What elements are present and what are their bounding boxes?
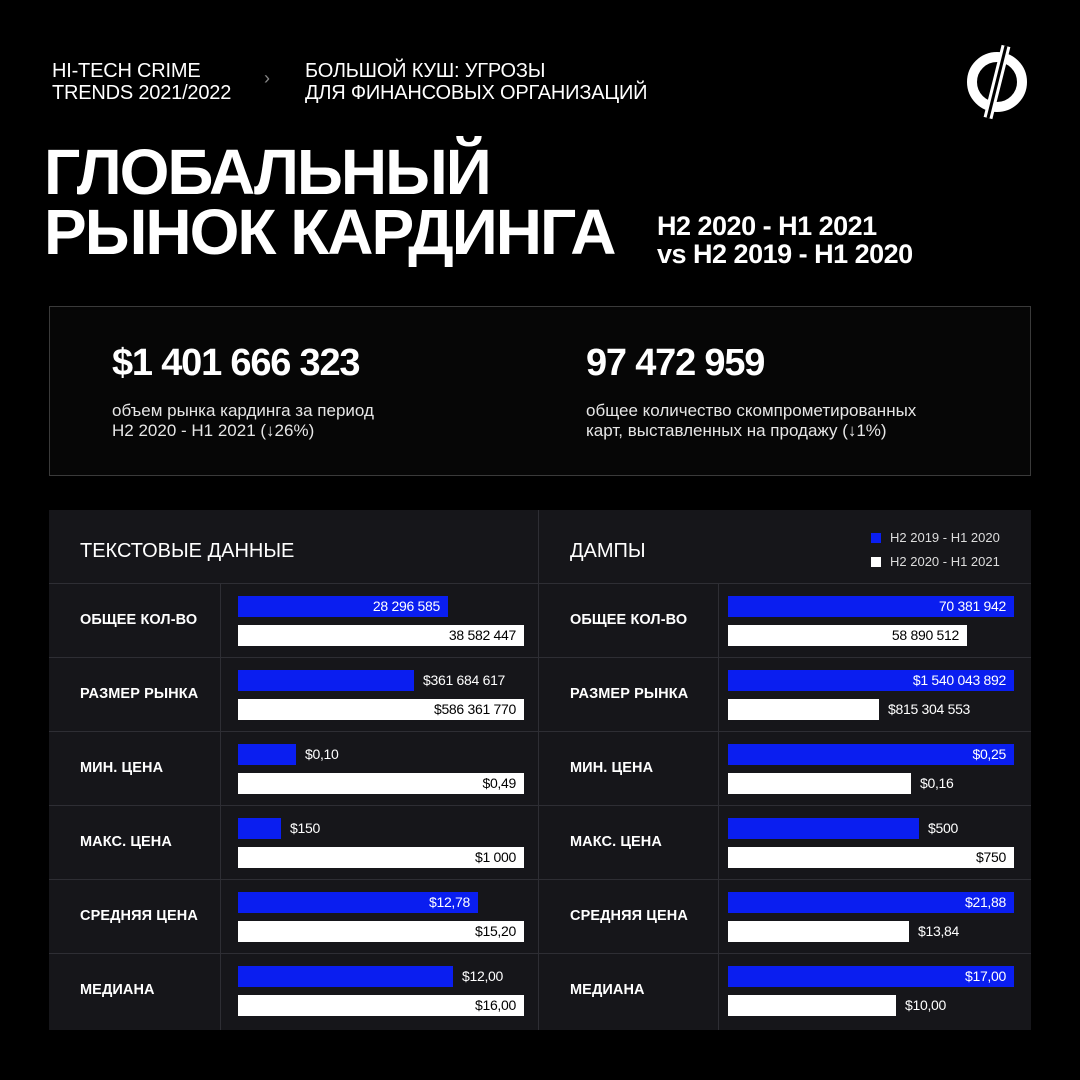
text-value-min-price-current: $0,49 xyxy=(482,775,516,791)
market-volume-value: $1 401 666 323 xyxy=(112,342,360,384)
report-series-line-2: TRENDS 2021/2022 xyxy=(52,82,232,104)
legend-label-current-period: H2 2020 - H1 2021 xyxy=(890,554,1000,569)
row-divider xyxy=(49,953,1031,954)
dumps-value-avg-price-current: $13,84 xyxy=(918,923,960,939)
text-row-label-avg-price: СРЕДНЯЯ ЦЕНА xyxy=(80,908,198,924)
row-divider xyxy=(49,583,1031,584)
dumps-value-max-price-current: $750 xyxy=(976,849,1006,865)
report-name xyxy=(305,60,647,104)
dumps-value-market-size-current: $815 304 553 xyxy=(888,701,971,717)
legend-label-previous-period: H2 2019 - H1 2020 xyxy=(890,530,1000,545)
text-bar-max-price-previous xyxy=(238,818,281,839)
report-name-line-1: БОЛЬШОЙ КУШ: УГРОЗЫ xyxy=(305,60,546,82)
cards-count-description xyxy=(586,401,916,441)
comparison-period-line-2: vs H2 2019 - H1 2020 xyxy=(657,239,913,269)
dumps-value-avg-price-previous: $21,88 xyxy=(964,894,1006,910)
page-title-line-2: РЫНОК КАРДИНГА xyxy=(44,196,615,268)
dumps-row-label-total-count: ОБЩЕЕ КОЛ-ВО xyxy=(570,612,688,628)
dumps-section-title: ДАМПЫ xyxy=(570,540,646,562)
key-stats-panel xyxy=(49,306,1031,476)
text-value-median-previous: $12,00 xyxy=(462,968,504,984)
dumps-row-label-market-size: РАЗМЕР РЫНКА xyxy=(570,686,689,702)
dumps-value-total-count-previous: 70 381 942 xyxy=(938,598,1006,614)
dumps-value-total-count-current: 58 890 512 xyxy=(891,627,959,643)
dumps-value-min-price-previous: $0,25 xyxy=(972,746,1006,762)
legend-swatch-blue xyxy=(871,533,881,543)
market-volume-description xyxy=(112,401,374,441)
text-row-label-max-price: МАКС. ЦЕНА xyxy=(80,834,172,850)
comparison-chart-table xyxy=(49,510,1031,1030)
market-volume-desc-line-1: объем рынка кардинга за период xyxy=(112,401,374,420)
text-value-median-current: $16,00 xyxy=(474,997,516,1013)
text-row-label-median: МЕДИАНА xyxy=(80,982,155,998)
row-divider xyxy=(49,657,1031,658)
dumps-value-median-previous: $17,00 xyxy=(964,968,1006,984)
dumps-bar-market-size-current xyxy=(728,699,879,720)
column-divider-text xyxy=(220,583,221,1030)
column-divider-dumps xyxy=(718,583,719,1030)
text-value-max-price-previous: $150 xyxy=(290,820,320,836)
dumps-bar-median-current xyxy=(728,995,896,1016)
comparison-period xyxy=(657,212,913,268)
text-data-section-title: ТЕКСТОВЫЕ ДАННЫЕ xyxy=(80,540,295,562)
dumps-row-label-max-price: МАКС. ЦЕНА xyxy=(570,834,662,850)
breadcrumb-separator-icon: › xyxy=(264,68,270,88)
report-series-line-1: HI-TECH CRIME xyxy=(52,60,201,82)
dumps-value-max-price-previous: $500 xyxy=(928,820,958,836)
text-bar-min-price-previous xyxy=(238,744,296,765)
dumps-value-median-current: $10,00 xyxy=(905,997,947,1013)
text-bar-median-previous xyxy=(238,966,453,987)
dumps-value-market-size-previous: $1 540 043 892 xyxy=(912,672,1006,688)
cards-count-desc-line-2: карт, выставленных на продажу (↓1%) xyxy=(586,421,887,440)
legend-item-current-period xyxy=(871,554,1000,570)
row-divider xyxy=(49,731,1031,732)
row-divider xyxy=(49,879,1031,880)
dumps-bar-min-price-current xyxy=(728,773,911,794)
text-value-avg-price-current: $15,20 xyxy=(474,923,516,939)
report-name-line-2: ДЛЯ ФИНАНСОВЫХ ОРГАНИЗАЦИЙ xyxy=(305,82,648,104)
dumps-bar-max-price-previous xyxy=(728,818,919,839)
dumps-row-label-avg-price: СРЕДНЯЯ ЦЕНА xyxy=(570,908,688,924)
text-value-market-size-current: $586 361 770 xyxy=(433,701,516,717)
dumps-row-label-min-price: МИН. ЦЕНА xyxy=(570,760,654,776)
text-value-market-size-previous: $361 684 617 xyxy=(423,672,506,688)
chart-legend xyxy=(871,530,1000,578)
comparison-period-line-1: H2 2020 - H1 2021 xyxy=(657,211,877,241)
legend-item-previous-period xyxy=(871,530,1000,546)
dumps-bar-avg-price-current xyxy=(728,921,909,942)
cards-count-desc-line-1: общее количество скомпрометированных xyxy=(586,401,917,420)
legend-swatch-white xyxy=(871,557,881,567)
page-title xyxy=(44,136,615,268)
row-divider xyxy=(49,805,1031,806)
page-title-line-1: ГЛОБАЛЬНЫЙ xyxy=(44,136,490,208)
market-volume-stat xyxy=(112,343,374,441)
text-value-avg-price-previous: $12,78 xyxy=(428,894,470,910)
market-volume-desc-line-2: H2 2020 - H1 2021 (↓26%) xyxy=(112,421,315,440)
dumps-value-min-price-current: $0,16 xyxy=(920,775,954,791)
text-value-min-price-previous: $0,10 xyxy=(305,746,339,762)
cards-count-value: 97 472 959 xyxy=(586,342,765,384)
text-value-total-count-current: 38 582 447 xyxy=(448,627,516,643)
cards-count-stat xyxy=(586,343,916,441)
text-row-label-market-size: РАЗМЕР РЫНКА xyxy=(80,686,199,702)
dumps-row-label-median: МЕДИАНА xyxy=(570,982,645,998)
text-value-total-count-previous: 28 296 585 xyxy=(372,598,440,614)
section-divider xyxy=(538,510,539,1030)
group-ib-logo-icon xyxy=(962,42,1032,120)
text-value-max-price-current: $1 000 xyxy=(474,849,516,865)
text-row-label-min-price: МИН. ЦЕНА xyxy=(80,760,164,776)
text-bar-market-size-previous xyxy=(238,670,414,691)
text-row-label-total-count: ОБЩЕЕ КОЛ-ВО xyxy=(80,612,198,628)
report-series-name xyxy=(52,60,231,104)
